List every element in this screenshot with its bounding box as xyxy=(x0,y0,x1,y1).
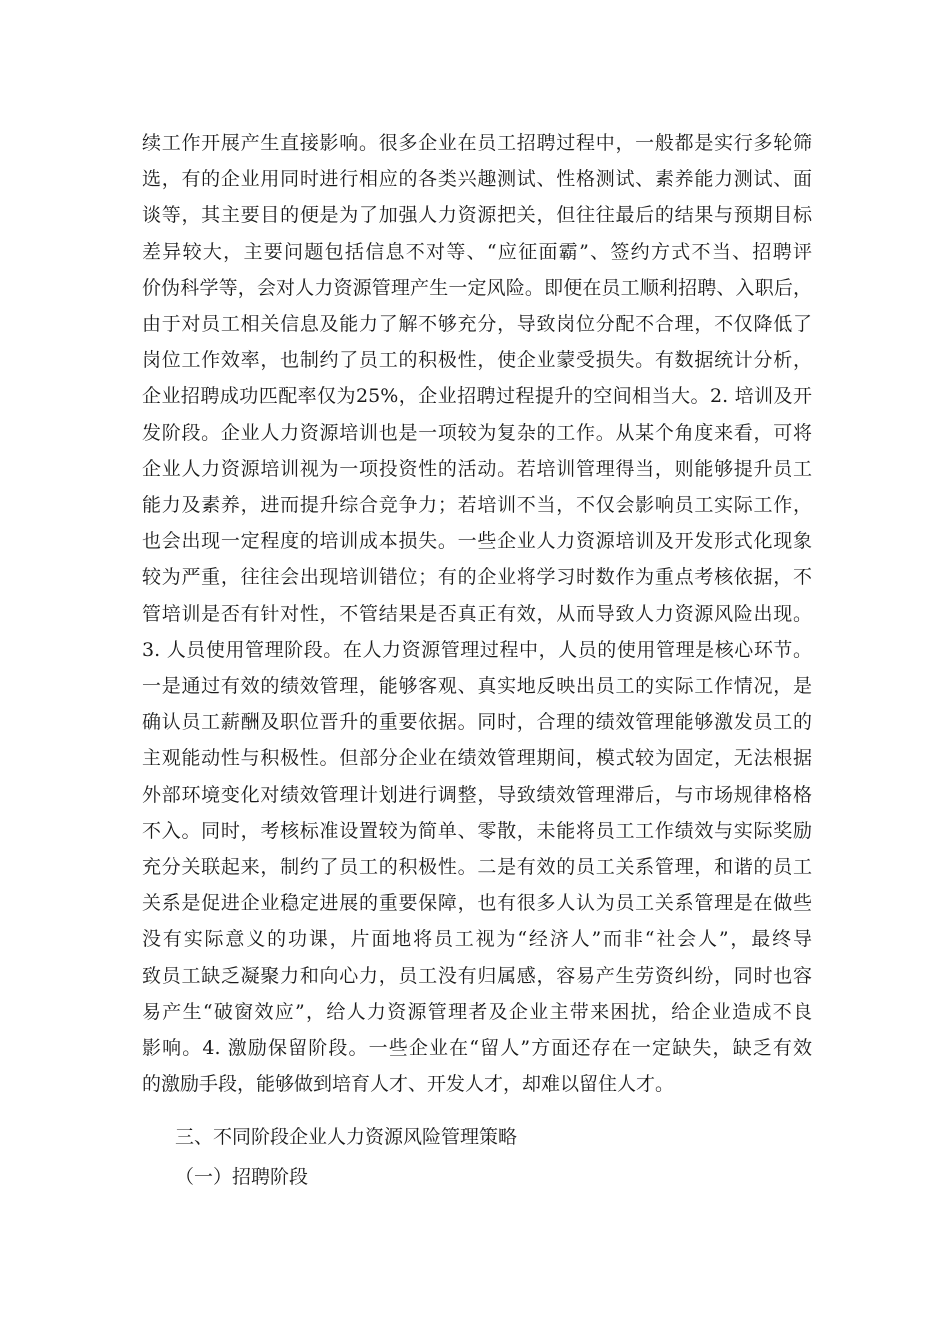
paragraph-line: 也会出现一定程度的培训成本损失。一些企业人力资源培训及开发形式化现象 xyxy=(142,530,812,552)
paragraph-line: 致员工缺乏凝聚力和向心力，员工没有归属感，容易产生劳资纠纷，同时也容 xyxy=(142,965,812,987)
paragraph-line: 主观能动性与积极性。但部分企业在绩效管理期间，模式较为固定，无法根据 xyxy=(142,747,812,769)
paragraph-line: 3. 人员使用管理阶段。在人力资源管理过程中，人员的使用管理是核心环节。 xyxy=(142,639,812,661)
paragraph-line: 谈等，其主要目的便是为了加强人力资源把关，但往往最后的结果与预期目标 xyxy=(142,204,812,226)
paragraph-line: 企业招聘成功匹配率仅为25%，企业招聘过程提升的空间相当大。2. 培训及开 xyxy=(142,385,812,407)
paragraph-line: 充分关联起来，制约了员工的积极性。二是有效的员工关系管理，和谐的员工 xyxy=(142,856,812,878)
paragraph-line: 选，有的企业用同时进行相应的各类兴趣测试、性格测试、素养能力测试、面 xyxy=(142,168,812,190)
paragraph-line: 由于对员工相关信息及能力了解不够充分，导致岗位分配不合理，不仅降低了 xyxy=(142,313,812,335)
paragraph-line: 确认员工薪酬及职位晋升的重要依据。同时，合理的绩效管理能够激发员工的 xyxy=(142,711,812,733)
paragraph-line: 没有实际意义的功课，片面地将员工视为“经济人”而非“社会人”，最终导 xyxy=(142,928,812,950)
paragraph-line: 不入。同时，考核标准设置较为简单、零散，未能将员工工作绩效与实际奖励 xyxy=(142,820,812,842)
paragraph-line: 价伪科学等，会对人力资源管理产生一定风险。即便在员工顺利招聘、入职后， xyxy=(142,277,812,299)
paragraph-line: 影响。4. 激励保留阶段。一些企业在“留人”方面还存在一定缺失，缺乏有效 xyxy=(142,1037,812,1059)
paragraph-line: 企业人力资源培训视为一项投资性的活动。若培训管理得当，则能够提升员工 xyxy=(142,458,812,480)
paragraph-line: 的激励手段，能够做到培育人才、开发人才，却难以留住人才。 xyxy=(142,1073,675,1095)
paragraph-line: 能力及素养，进而提升综合竞争力；若培训不当，不仅会影响员工实际工作， xyxy=(142,494,812,516)
paragraph-line: 差异较大，主要问题包括信息不对等、“应征面霸”、签约方式不当、招聘评 xyxy=(142,241,812,263)
paragraph-line: 易产生“破窗效应”，给人力资源管理者及企业主带来困扰，给企业造成不良 xyxy=(142,1001,812,1023)
paragraph-line: 管培训是否有针对性，不管结果是否真正有效，从而导致人力资源风险出现。 xyxy=(142,603,812,625)
paragraph-line: 岗位工作效率，也制约了员工的积极性，使企业蒙受损失。有数据统计分析， xyxy=(142,349,812,371)
paragraph-line: 发阶段。企业人力资源培训也是一项较为复杂的工作。从某个角度来看，可将 xyxy=(142,422,812,444)
section-heading: 三、不同阶段企业人力资源风险管理策略 xyxy=(175,1126,518,1148)
paragraph-line: 外部环境变化对绩效管理计划进行调整，导致绩效管理滞后，与市场规律格格 xyxy=(142,784,812,806)
paragraph-line: 一是通过有效的绩效管理，能够客观、真实地反映出员工的实际工作情况，是 xyxy=(142,675,812,697)
subsection-heading: （一）招聘阶段 xyxy=(175,1166,309,1188)
paragraph-line: 关系是促进企业稳定进展的重要保障，也有很多人认为员工关系管理是在做些 xyxy=(142,892,812,914)
paragraph-line: 续工作开展产生直接影响。很多企业在员工招聘过程中，一般都是实行多轮筛 xyxy=(142,132,812,154)
paragraph-line: 较为严重，往往会出现培训错位；有的企业将学习时数作为重点考核依据，不 xyxy=(142,566,812,588)
